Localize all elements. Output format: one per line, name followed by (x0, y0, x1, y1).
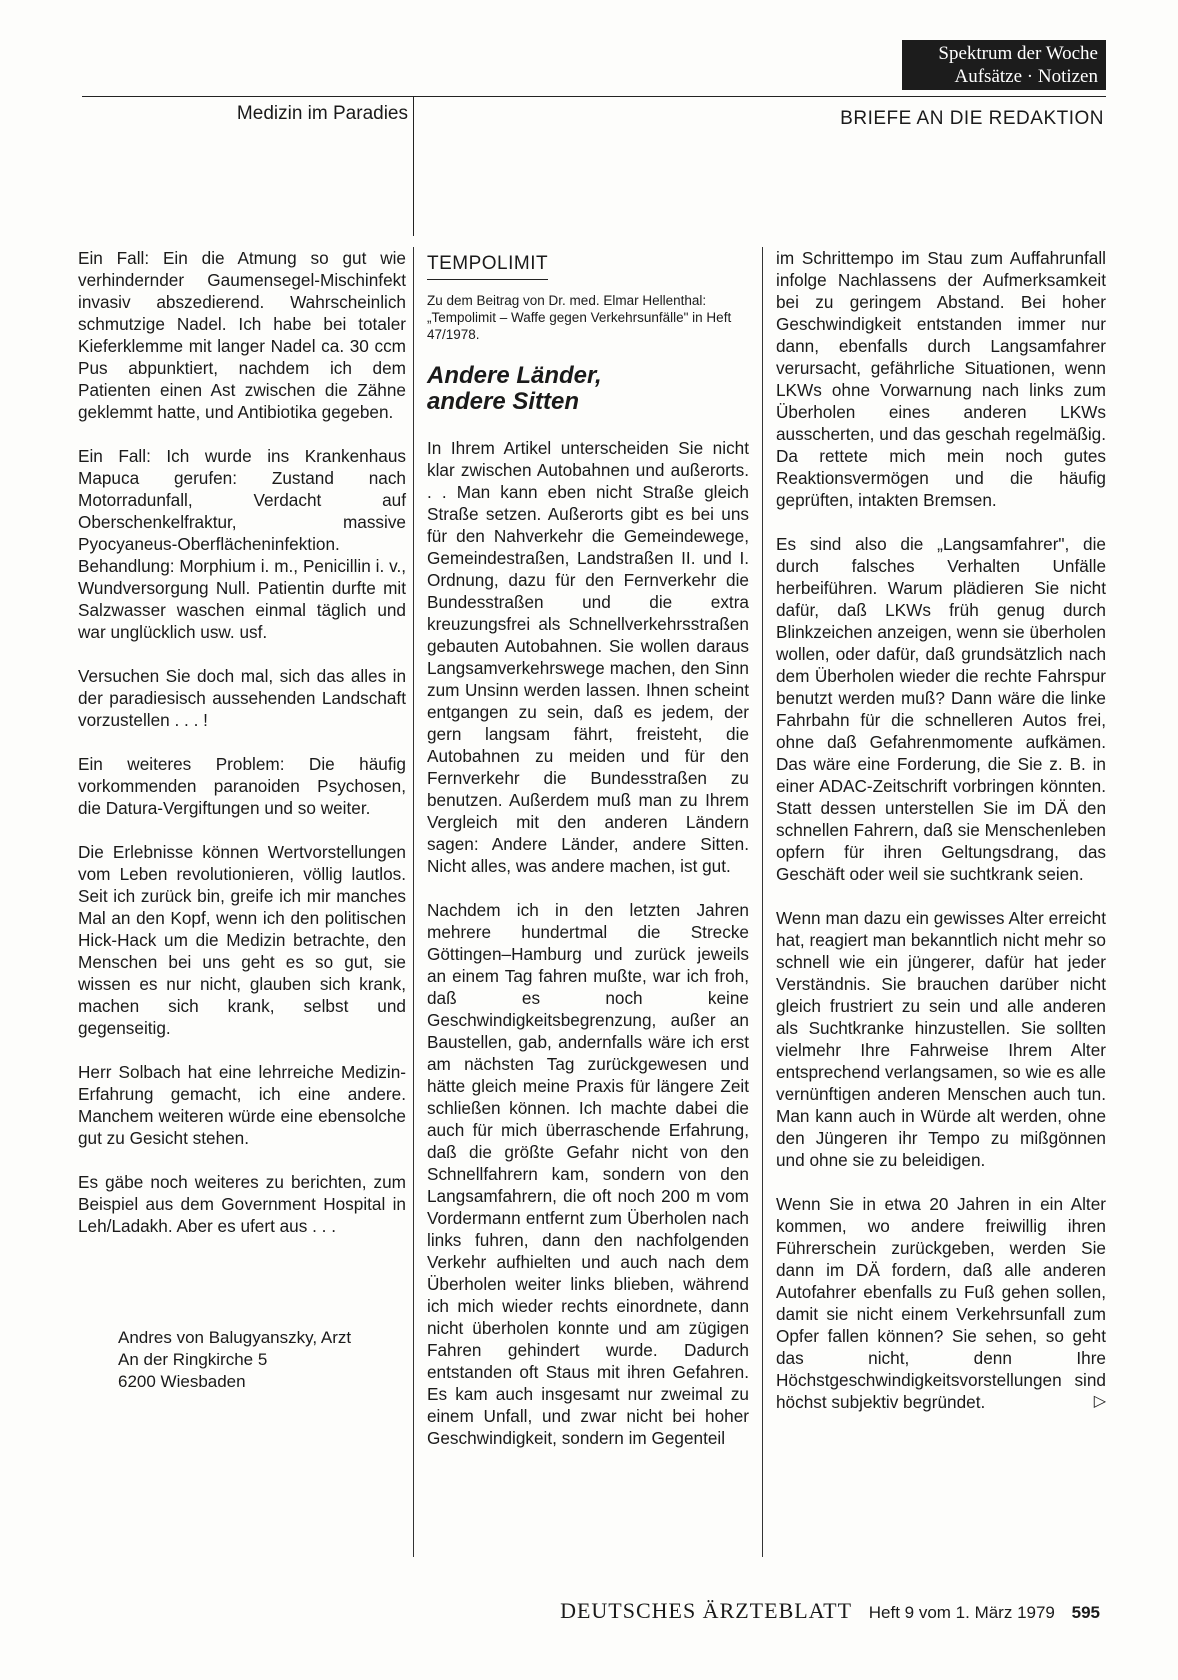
column-divider-2 (762, 247, 763, 1557)
paragraph: Ein weiteres Problem: Die häufig vorkommenden paranoiden Psychosen, die Datura-Vergiftungen und so weiter. (78, 754, 406, 818)
letter-headline (427, 363, 749, 415)
paragraph: Ein Fall: Ein die Atmung so gut wie verhindernder Gaumensegel-Mischinfekt invasiv abszedierend. Wahrscheinlich schmutzige Nadel. Ich habe bei totaler Kieferklemme mit langer Nadel ca. 30 ccm Pus abpunktiert, nachdem ich dem Patienten einen Ast zwischen die Zähne geklemmt hatte, und Antibiotika gegeben. (78, 248, 406, 422)
headline-line-2: andere Sitten (427, 388, 580, 415)
badge-line-1: Spektrum der Woche (938, 43, 1098, 64)
paragraph: Wenn man dazu ein gewisses Alter erreicht hat, reagiert man bekanntlich nicht mehr so schnell wie ein jüngerer, dafür hat jeder Verständnis. Sie brauchen darüber nicht gleich frustriert zu sein und alle anderen als Suchtkranke hinzustellen. Sie sollten vielmehr Ihre Fahrweise Ihrem Alter entsprechend verlangsamen, so wie es alle vernünftigen anderen Menschen auch tun. Man kann auch in Würde alt werden, ohne den Jüngeren ihr Tempo zu mißgönnen und ohne sie zu beleidigen. (776, 908, 1106, 1170)
paragraph: Herr Solbach hat eine lehrreiche Medizin-Erfahrung gemacht, ich eine andere. Manchem weiteren würde eine ebensolche gut zu Gesicht stehen. (78, 1062, 406, 1148)
header-rule (82, 96, 1106, 97)
section-badge (902, 40, 1106, 90)
column-divider-1 (413, 247, 414, 1557)
paragraph: Die Erlebnisse können Wertvorstellungen vom Leben revolutionieren, völlig lautlos. Seit ich zurück bin, greife ich mir manches Mal an den Kopf, wenn ich den politischen Hick-Hack um die Medizin betrachte, den Menschen bei uns geht es so gut, sie wissen es nur nicht, glauben sich krank, machen sich krank, selbst und gegenseitig. (78, 842, 406, 1038)
paragraph: Ein Fall: Ich wurde ins Krankenhaus Mapuca gerufen: Zustand nach Motorradunfall, Verdacht auf Oberschenkelfraktur, massive Pyocyaneus-Oberflächeninfektion. Behandlung: Morphium i. m., Penicillin i. v., Wundversorgung Null. Patientin durfte mit Salzwasser waschen einmal täglich und war unglücklich usw. usf. (78, 446, 406, 642)
paragraph: Nachdem ich in den letzten Jahren mehrere hundertmal die Strecke Göttingen–Hamburg und zurück jeweils an einem Tag fahren mußte, war ich froh, daß es noch keine Geschwindigkeitsbegrenzung, außer an Baustellen, gab, andernfalls wäre ich erst am nächsten Tag zurückgewesen und hätte gleich meine Praxis für längere Zeit schließen können. Ich machte dabei die auch für mich überraschende Erfahrung, daß die größte Gefahr nicht von den Schnellfahrern kam, sondern von den Langsamfahrern, die oft noch 200 m vom Vordermann entfernt zum Überholen nach links fuhren, dann den nachfolgenden Verkehr aufhielten und auch nach dem Überholen weiter links blieben, während ich mich wieder rechts einordnete, dann nicht überholen konnte und am zügigen Fahren gehindert wurde. Dadurch entstanden oft Staus mit ihren Gefahren. Es kam auch insgesamt nur zweimal zu einem Unfall, und zwar nicht bei hoher Geschwindigkeit, sondern im Gegenteil (427, 900, 749, 1448)
header-divider (413, 96, 414, 236)
journal-name: DEUTSCHES ÄRZTEBLATT (560, 1598, 853, 1623)
paragraph: Es gäbe noch weiteres zu berichten, zum Beispiel aus dem Government Hospital in Leh/Ladakh. Aber es ufert aus . . . (78, 1172, 406, 1236)
rubric-title: TEMPOLIMIT (427, 253, 548, 280)
header-left-title: Medizin im Paradies (236, 103, 408, 124)
badge-line-2: Aufsätze · Notizen (954, 66, 1098, 87)
author-city: 6200 Wiesbaden (118, 1372, 246, 1391)
continue-arrow-icon: ▷ (1093, 1393, 1106, 1410)
author-street: An der Ringkirche 5 (118, 1350, 268, 1369)
page-number: 595 (1071, 1603, 1100, 1622)
paragraph-text: Wenn Sie in etwa 20 Jahren in ein Alter kommen, wo andere freiwillig ihren Führerschein zurückgeben, werden Sie dann im DÄ fordern, daß alle anderen Autofahrer ebenfalls zu Fuß gehen sollen, damit sie nicht einem Verkehrsunfall zum Opfer fallen können? Sie sehen, so geht das nicht, denn Ihre Höchstgeschwindigkeitsvorstellungen sind höchst subjektiv begründet. (776, 1194, 1106, 1412)
column-3 (776, 247, 1106, 1435)
headline-line-1: Andere Länder, (427, 362, 602, 389)
header-right-title: BRIEFE AN DIE REDAKTION (840, 108, 1104, 129)
paragraph: Versuchen Sie doch mal, sich das alles in der paradiesisch aussehenden Landschaft vorzustellen . . . ! (78, 666, 406, 730)
author-name: Andres von Balugyanszky, Arzt (118, 1328, 352, 1347)
page-footer (480, 1598, 1100, 1624)
paragraph: In Ihrem Artikel unterscheiden Sie nicht klar zwischen Autobahnen und außerorts. . . Man kann eben nicht Straße gleich Straße setzen. Außerorts gibt es bei uns für den Nahverkehr die Gemeindewege, Gemeindestraßen, Landstraßen II. und I. Ordnung, dazu für den Fernverkehr die Bundesstraßen und die extra kreuzungsfrei als Schnellverkehrsstraßen gebauten Autobahnen. Sie wollen daraus Langsamverkehrswege machen, den Sinn zum Unsinn werden lassen. Ihnen scheint entgangen zu sein, daß es jedem, der gern langsam fährt, freisteht, die Autobahnen zu meiden und für den Fernverkehr die Bundesstraßen zu benutzen. Außerdem muß man zu Ihrem Vergleich mit den anderen Ländern sagen: Andere Länder, andere Sitten. Nicht alles, was andere machen, ist gut. (427, 438, 749, 876)
issue-info: Heft 9 vom 1. März 1979 (868, 1603, 1055, 1622)
column-2 (427, 247, 749, 1471)
author-address (118, 1327, 406, 1393)
column-1 (78, 247, 406, 1393)
paragraph (776, 1193, 1106, 1413)
paragraph: im Schrittempo im Stau zum Auffahrunfall infolge Nachlassens der Aufmerksamkeit bei zu geringem Abstand. Bei hoher Geschwindigkeit entstanden immer nur dann, ebenfalls durch Langsamfahrer verursacht, gefährliche Situationen, wenn LKWs ohne Vorwarnung nach links zum Überholen eines anderen LKWs ausscherten, und das geschah regelmäßig. Da rettete mich mein noch gutes Reaktionsvermögen und die häufig geprüften, intakten Bremsen. (776, 248, 1106, 510)
article-reference: Zu dem Beitrag von Dr. med. Elmar Hellenthal: „Tempolimit – Waffe gegen Verkehrsunfälle" in Heft 47/1978. (427, 293, 732, 342)
paragraph: Es sind also die „Langsamfahrer", die durch falsches Verhalten Unfälle herbeiführen. Warum plädieren Sie nicht dafür, daß LKWs früh genug durch Blinkzeichen anzeigen, wenn sie überholen wollen, oder dafür, daß grundsätzlich nach dem Überholen wieder die rechte Fahrspur benutzt werden muß? Dann wäre die linke Fahrbahn für die schnelleren Autos frei, ohne daß Gefahrenmomente aufkämen. Das wäre eine Forderung, die Sie z. B. in einer ADAC-Zeitschrift vorbringen könnten. Statt dessen unterstellen Sie im DÄ den schnellen Fahrern, daß sie Menschenleben opfern für ihren Geltungsdrang, das Geschäft oder weil sie suchtkrank seien. (776, 534, 1106, 884)
